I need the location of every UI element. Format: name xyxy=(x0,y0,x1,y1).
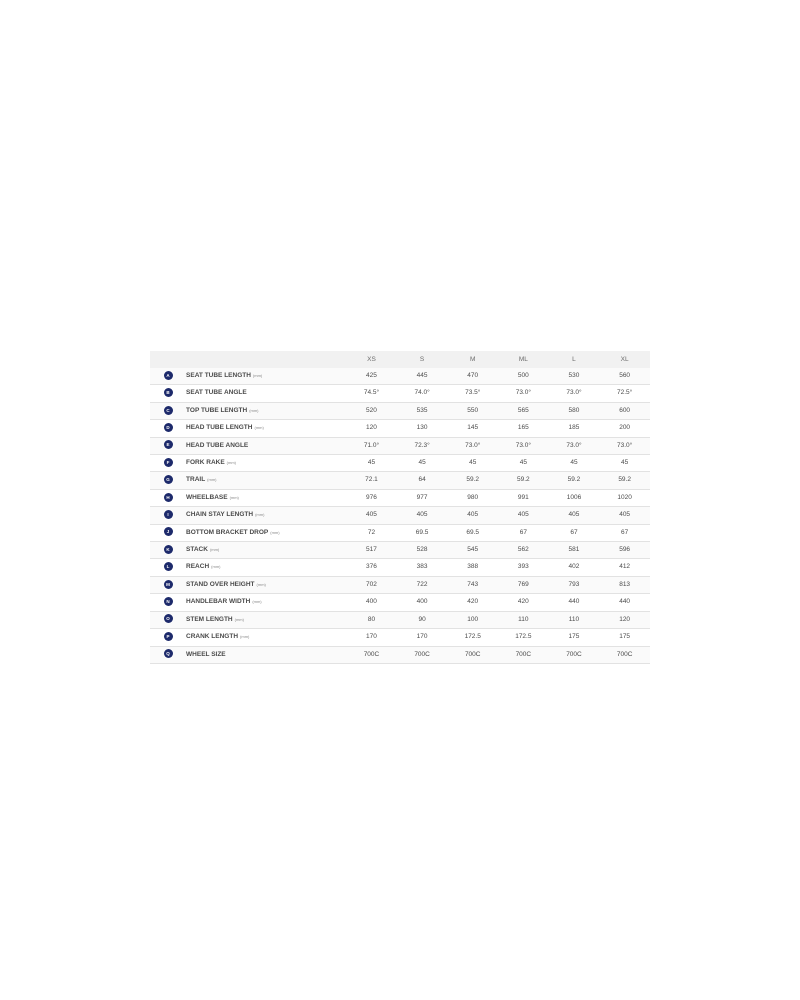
measurement-badge: C xyxy=(164,406,173,415)
measurement-label: STAND OVER HEIGHT xyxy=(186,580,255,588)
measurement-badge: P xyxy=(164,632,173,641)
value-cell: 528 xyxy=(416,546,428,554)
measurement-label-cell xyxy=(186,524,346,541)
value-cell: 59.2 xyxy=(618,476,631,484)
measurement-label: BOTTOM BRACKET DROP xyxy=(186,528,269,536)
value-cell: 73.0° xyxy=(566,441,582,449)
value-cell: 74.0° xyxy=(414,389,430,397)
badge-cell xyxy=(150,402,186,419)
value-cell: 100 xyxy=(467,615,479,623)
value-cell: 130 xyxy=(416,424,428,432)
measurement-badge: K xyxy=(164,545,173,554)
badge-cell xyxy=(150,385,186,402)
measurement-label: WHEEL SIZE xyxy=(186,650,226,658)
measurement-unit: (mm) xyxy=(252,373,263,378)
value-cell: 90 xyxy=(418,615,426,623)
table-row xyxy=(150,611,650,628)
measurement-unit: (mm) xyxy=(240,634,250,640)
value-cell: 165 xyxy=(517,424,529,432)
value-cell: 520 xyxy=(366,406,377,414)
value-cell: 1006 xyxy=(566,493,582,501)
value-cell: 72 xyxy=(367,528,376,536)
value-cell: 596 xyxy=(619,546,631,554)
value-cell: 73.0° xyxy=(465,441,481,449)
table-row xyxy=(150,368,650,385)
value-cell: 71.0° xyxy=(363,441,380,449)
measurement-badge: F xyxy=(164,458,173,467)
value-cell: 440 xyxy=(568,598,580,606)
value-cell: 388 xyxy=(467,563,479,571)
value-cell: 170 xyxy=(366,633,377,641)
value-cell: 980 xyxy=(467,493,479,501)
measurement-unit: (mm) xyxy=(252,599,262,605)
value-cell: 45 xyxy=(570,459,578,467)
badge-cell xyxy=(150,437,186,454)
value-cell: 393 xyxy=(517,563,529,571)
value-cell: 74.5° xyxy=(363,389,380,397)
measurement-badge: L xyxy=(164,562,173,571)
measurement-badge: H xyxy=(164,493,173,502)
value-cell: 72.5° xyxy=(617,389,633,397)
value-cell: 45 xyxy=(367,459,376,467)
value-cell: 580 xyxy=(568,406,580,414)
value-cell: 172.5 xyxy=(515,633,532,641)
badge-cell xyxy=(150,629,186,646)
value-cell: 793 xyxy=(568,580,580,588)
value-cell: 120 xyxy=(366,424,377,432)
value-cell: 420 xyxy=(517,598,529,606)
badge-cell xyxy=(150,524,186,541)
measurement-unit: (mm) xyxy=(255,512,265,518)
measurement-label: CHAIN STAY LENGTH xyxy=(186,511,254,519)
value-cell: 110 xyxy=(518,615,529,623)
value-cell: 200 xyxy=(619,424,631,432)
value-cell: 110 xyxy=(568,615,580,623)
measurement-badge: O xyxy=(164,614,173,623)
measurement-label: STACK xyxy=(186,546,208,554)
badge-cell xyxy=(150,559,186,576)
value-cell: 405 xyxy=(517,511,529,519)
value-cell: 383 xyxy=(416,563,428,571)
measurement-unit: (mm) xyxy=(211,564,221,570)
value-cell: 700C xyxy=(616,650,633,658)
measurement-unit: (mm) xyxy=(229,494,239,500)
value-cell: 565 xyxy=(517,406,529,414)
value-cell: 67 xyxy=(570,528,578,536)
value-cell: 73.0° xyxy=(566,389,582,397)
measurement-unit: (mm) xyxy=(249,407,259,413)
value-cell: 702 xyxy=(366,580,377,588)
value-cell: 405 xyxy=(366,511,377,519)
value-cell: 73.0° xyxy=(515,389,531,397)
badge-cell xyxy=(150,455,186,472)
value-cell: 813 xyxy=(619,580,631,588)
value-cell: 402 xyxy=(568,563,580,571)
value-cell: 405 xyxy=(568,511,580,519)
badge-cell xyxy=(150,368,186,385)
value-cell: 72.3° xyxy=(414,441,430,449)
value-cell: 445 xyxy=(416,372,428,379)
value-cell: 700C xyxy=(414,650,430,658)
header-label-spacer xyxy=(186,351,346,368)
geometry-table xyxy=(150,351,650,664)
badge-cell xyxy=(150,542,186,559)
table-row xyxy=(150,594,650,611)
badge-cell xyxy=(150,472,186,489)
value-cell: 80 xyxy=(367,615,376,623)
value-cell: 67 xyxy=(519,528,527,536)
measurement-unit: (mm) xyxy=(256,581,266,587)
value-cell: 420 xyxy=(467,598,479,606)
table-row xyxy=(150,646,650,663)
measurement-label-cell xyxy=(186,472,346,489)
table-row xyxy=(150,524,650,541)
value-cell: 400 xyxy=(366,598,377,606)
value-cell: 67 xyxy=(621,528,629,536)
value-cell: 175 xyxy=(619,633,631,641)
value-cell: 45 xyxy=(621,459,629,467)
measurement-badge: M xyxy=(164,580,173,589)
table-row xyxy=(150,559,650,576)
table-row xyxy=(150,402,650,419)
measurement-label-cell xyxy=(186,402,346,419)
value-cell: 59.2 xyxy=(466,476,480,484)
value-cell: 73.5° xyxy=(465,389,481,397)
size-header-m: M xyxy=(470,356,476,363)
value-cell: 535 xyxy=(416,406,428,414)
badge-cell xyxy=(150,646,186,663)
value-cell: 500 xyxy=(517,372,529,379)
measurement-badge: J xyxy=(164,527,173,536)
value-cell: 562 xyxy=(517,546,529,554)
measurement-label-cell xyxy=(186,455,346,472)
value-cell: 376 xyxy=(366,563,377,571)
value-cell: 45 xyxy=(519,459,527,467)
measurement-label: HEAD TUBE LENGTH xyxy=(186,424,253,432)
measurement-unit: (mm) xyxy=(234,616,244,622)
table-row xyxy=(150,507,650,524)
value-cell: 700C xyxy=(363,650,380,658)
value-cell: 175 xyxy=(568,633,580,641)
value-cell: 976 xyxy=(366,493,377,501)
table-row xyxy=(150,455,650,472)
value-cell: 412 xyxy=(619,563,631,571)
value-cell: 69.5 xyxy=(466,528,480,536)
value-cell: 64 xyxy=(418,476,426,484)
measurement-label-cell xyxy=(186,542,346,559)
measurement-label-cell xyxy=(186,420,346,437)
value-cell: 600 xyxy=(619,406,631,414)
measurement-label-cell xyxy=(186,489,346,506)
measurement-label: CRANK LENGTH xyxy=(186,633,239,641)
measurement-badge: N xyxy=(164,597,173,606)
measurement-unit: (mm) xyxy=(270,529,280,535)
value-cell: 405 xyxy=(619,511,631,519)
value-cell: 550 xyxy=(467,406,479,414)
badge-cell xyxy=(150,507,186,524)
value-cell: 59.2 xyxy=(567,476,581,484)
value-cell: 581 xyxy=(568,546,580,554)
measurement-label: SEAT TUBE LENGTH xyxy=(186,372,251,379)
value-cell: 700C xyxy=(515,650,532,658)
measurement-badge: I xyxy=(164,510,173,519)
measurement-label-cell xyxy=(186,368,346,385)
badge-cell xyxy=(150,420,186,437)
measurement-label: STEM LENGTH xyxy=(186,615,233,623)
value-cell: 72.1 xyxy=(365,476,378,484)
measurement-badge: D xyxy=(164,423,173,432)
header-badge-spacer xyxy=(150,351,186,368)
value-cell: 545 xyxy=(467,546,479,554)
measurement-label-cell xyxy=(186,559,346,576)
value-cell: 73.0° xyxy=(617,441,633,449)
header-row xyxy=(150,351,650,368)
table-row xyxy=(150,385,650,402)
table-header xyxy=(150,351,650,368)
value-cell: 1020 xyxy=(617,493,632,501)
size-header-xl: XL xyxy=(620,356,629,363)
table-row xyxy=(150,576,650,593)
table-row xyxy=(150,420,650,437)
badge-cell xyxy=(150,594,186,611)
measurement-label-cell xyxy=(186,646,346,663)
badge-cell xyxy=(150,489,186,506)
measurement-badge: G xyxy=(164,475,173,484)
measurement-label-cell xyxy=(186,611,346,628)
value-cell: 45 xyxy=(469,459,477,467)
size-header-xs: XS xyxy=(367,356,376,363)
measurement-badge: Q xyxy=(164,649,173,658)
measurement-unit: (mm) xyxy=(207,477,217,483)
measurement-label-cell xyxy=(186,629,346,646)
measurement-label: WHEELBASE xyxy=(186,493,228,501)
value-cell: 69.5 xyxy=(415,528,429,536)
measurement-label: TOP TUBE LENGTH xyxy=(186,406,248,414)
value-cell: 425 xyxy=(366,372,377,379)
measurement-unit: (mm) xyxy=(209,547,220,553)
table-row xyxy=(150,489,650,506)
value-cell: 517 xyxy=(366,546,377,554)
measurement-badge: E xyxy=(164,440,173,449)
measurement-badge: A xyxy=(164,371,173,380)
value-cell: 172.5 xyxy=(464,633,481,641)
value-cell: 560 xyxy=(619,372,631,379)
value-cell: 170 xyxy=(416,633,428,641)
measurement-label-cell xyxy=(186,437,346,454)
value-cell: 73.0° xyxy=(515,441,531,449)
value-cell: 405 xyxy=(467,511,479,519)
measurement-label: HANDLEBAR WIDTH xyxy=(186,598,251,606)
value-cell: 977 xyxy=(416,493,428,501)
measurement-unit: (mm) xyxy=(254,425,264,431)
value-cell: 700C xyxy=(464,650,481,658)
value-cell: 700C xyxy=(566,650,582,658)
value-cell: 440 xyxy=(619,598,631,606)
measurement-label-cell xyxy=(186,507,346,524)
table-row xyxy=(150,629,650,646)
measurement-label: HEAD TUBE ANGLE xyxy=(186,441,249,449)
value-cell: 145 xyxy=(467,424,479,432)
table-row xyxy=(150,437,650,454)
measurement-label-cell xyxy=(186,576,346,593)
measurement-label: FORK RAKE xyxy=(186,459,225,467)
table-row xyxy=(150,542,650,559)
value-cell: 120 xyxy=(619,615,631,623)
value-cell: 185 xyxy=(568,424,580,432)
size-header-ml: ML xyxy=(518,356,528,363)
value-cell: 470 xyxy=(467,372,479,379)
value-cell: 530 xyxy=(568,372,580,379)
value-cell: 59.2 xyxy=(517,476,530,484)
badge-cell xyxy=(150,576,186,593)
measurement-label: SEAT TUBE ANGLE xyxy=(186,389,247,397)
value-cell: 743 xyxy=(467,580,479,588)
badge-cell xyxy=(150,611,186,628)
size-header-l: L xyxy=(572,356,576,363)
measurement-label-cell xyxy=(186,594,346,611)
size-header-s: S xyxy=(419,356,425,363)
table-row xyxy=(150,472,650,489)
table-body xyxy=(150,368,650,663)
measurement-label-cell xyxy=(186,385,346,402)
value-cell: 45 xyxy=(418,459,426,467)
measurement-label: REACH xyxy=(186,563,210,571)
measurement-label: TRAIL xyxy=(186,476,206,484)
measurement-badge: B xyxy=(164,388,173,397)
value-cell: 400 xyxy=(416,598,428,606)
value-cell: 405 xyxy=(416,511,428,519)
value-cell: 722 xyxy=(416,580,428,588)
value-cell: 991 xyxy=(517,493,529,501)
value-cell: 769 xyxy=(517,580,529,588)
measurement-unit: (mm) xyxy=(226,460,236,466)
